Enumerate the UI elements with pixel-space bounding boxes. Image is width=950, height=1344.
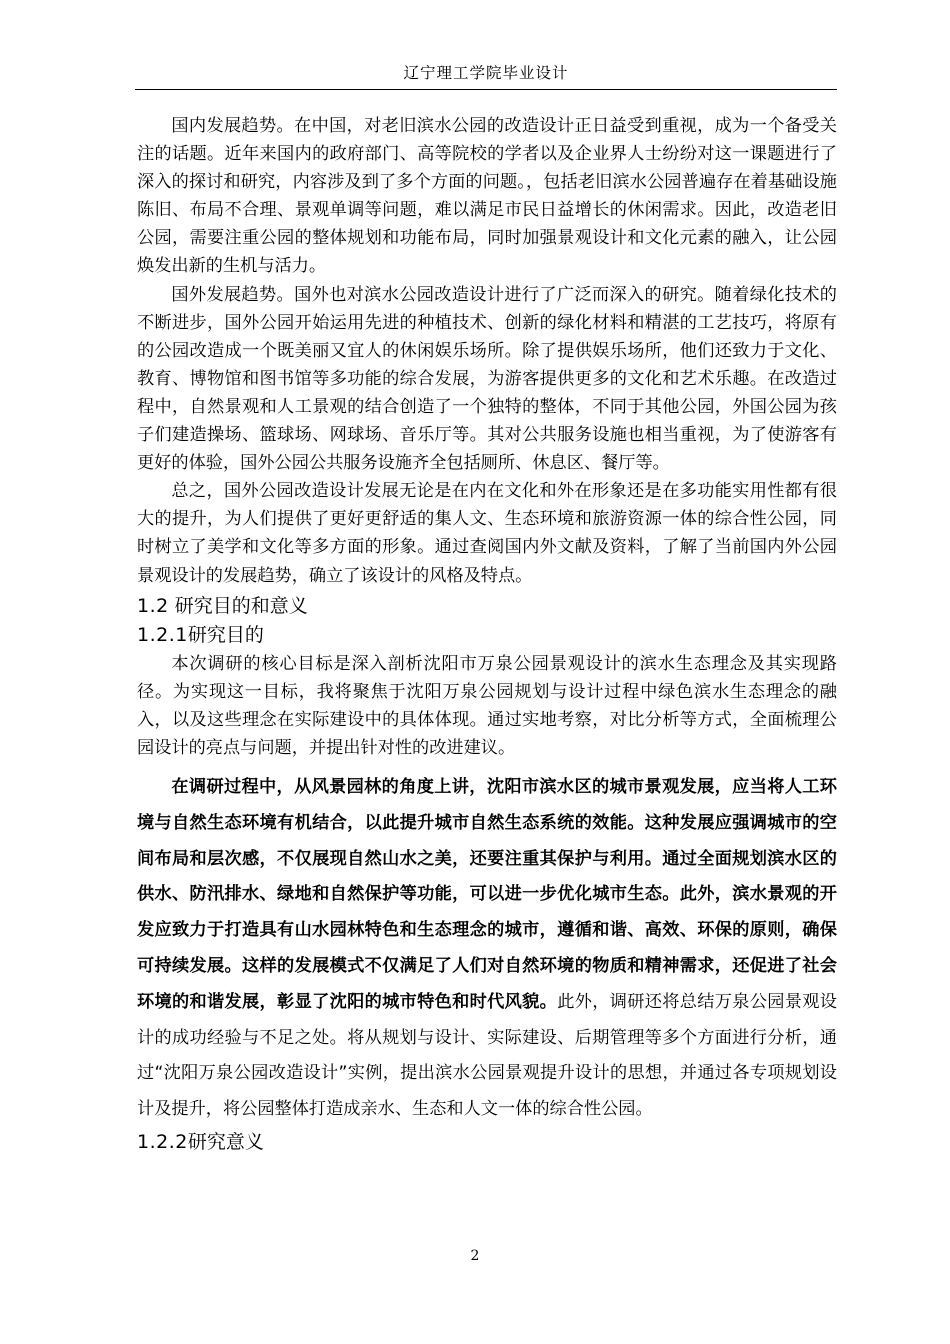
section-number: 1.2 bbox=[137, 594, 169, 617]
subsection-number: 1.2.1 bbox=[137, 623, 188, 646]
body-text bbox=[137, 112, 837, 1157]
page-number: 2 bbox=[470, 1248, 480, 1264]
section-heading-1-2 bbox=[137, 592, 837, 621]
paragraph-research-process bbox=[137, 770, 837, 1128]
section-title: 研究目的和意义 bbox=[174, 594, 308, 617]
subsection-number: 1.2.2 bbox=[137, 1130, 188, 1153]
subsection-title: 研究意义 bbox=[187, 1130, 264, 1153]
paragraph-research-process-bold: 在调研过程中，从风景园林的角度上讲，沈阳市滨水区的城市景观发展，应当将人工环境与自然生态环境有机结合，以此提升城市自然生态系统的效能。这种发展应强调城市的空间布局和层次感，不仅展现自然山水之美，还要注重其保护与利用。通过全面规划滨水区的供水、防汛排水、绿地和自然保护等功能，可以进一步优化城市生态。此外，滨水景观的开发应致力于打造具有山水园林特色和生态理念的城市，遵循和谐、高效、环保的原则，确保可持续发展。这样的发展模式不仅满足了人们对自然环境的物质和精神需求，还促进了社会环境的和谐发展，彰显了沈阳的城市特色和时代风貌。 bbox=[137, 776, 837, 1012]
paragraph-research-purpose: 本次调研的核心目标是深入剖析沈阳市万泉公园景观设计的滨水生态理念及其实现路径。为实现这一目标，我将聚焦于沈阳万泉公园规划与设计过程中绿色滨水生态理念的融入，以及这些理念在实际建设中的具体体现。通过实地考察，对比分析等方式，全面梳理公园设计的亮点与问题，并提出针对性的改进建议。 bbox=[137, 653, 837, 758]
subsection-heading-1-2-1 bbox=[137, 621, 837, 650]
subsection-heading-1-2-2 bbox=[137, 1128, 837, 1157]
header-rule bbox=[135, 89, 837, 90]
paragraph-foreign-trend: 国外发展趋势。国外也对滨水公园改造设计进行了广泛而深入的研究。随着绿化技术的不断进步，国外公园开始运用先进的种植技术、创新的绿化材料和精湛的工艺技巧，将原有的公园改造成一个既美丽又宜人的休闲娱乐场所。除了提供娱乐场所，他们还致力于文化、教育、博物馆和图书馆等多功能的综合发展，为游客提供更多的文化和艺术乐趣。在改造过程中，自然景观和人工景观的结合创造了一个独特的整体，不同于其他公园，外国公园为孩子们建造操场、篮球场、网球场、音乐厅等。其对公共服务设施也相当重视，为了使游客有更好的体验，国外公园公共服务设施齐全包括厕所、休息区、餐厅等。 bbox=[137, 284, 837, 474]
paragraph-research-process-normal: 此外，调研还将总结万泉公园景观设计的成功经验与不足之处。将从规划与设计、实际建设、后期管理等多个方面进行分析，通过“沈阳万泉公园改造设计”实例，提出滨水公园景观提升设计的思想，并通过各专项规划设计及提升，将公园整体打造成亲水、生态和人文一体的综合性公园。 bbox=[137, 991, 837, 1120]
paragraph-domestic-trend: 国内发展趋势。在中国，对老旧滨水公园的改造设计正日益受到重视，成为一个备受关注的话题。近年来国内的政府部门、高等院校的学者以及企业界人士纷纷对这一课题进行了深入的探讨和研究，内容涉及到了多个方面的问题。，包括老旧滨水公园普遍存在着基础设施陈旧、布局不合理、景观单调等问题，难以满足市民日益增长的休闲需求。因此，改造老旧公园，需要注重公园的整体规划和功能布局，同时加强景观设计和文化元素的融入，让公园焕发出新的生机与活力。 bbox=[137, 116, 837, 277]
paragraph-summary: 总之，国外公园改造设计发展无论是在内在文化和外在形象还是在多功能实用性都有很大的提升，为人们提供了更好更舒适的集人文、生态环境和旅游资源一体的综合性公园，同时树立了美学和文化等多方面的形象。通过查阅国内外文献及资料，了解了当前国内外公园景观设计的发展趋势，确立了该设计的风格及特点。 bbox=[137, 481, 837, 586]
running-header: 辽宁理工学院毕业设计 bbox=[403, 64, 569, 82]
subsection-title: 研究目的 bbox=[187, 623, 264, 646]
